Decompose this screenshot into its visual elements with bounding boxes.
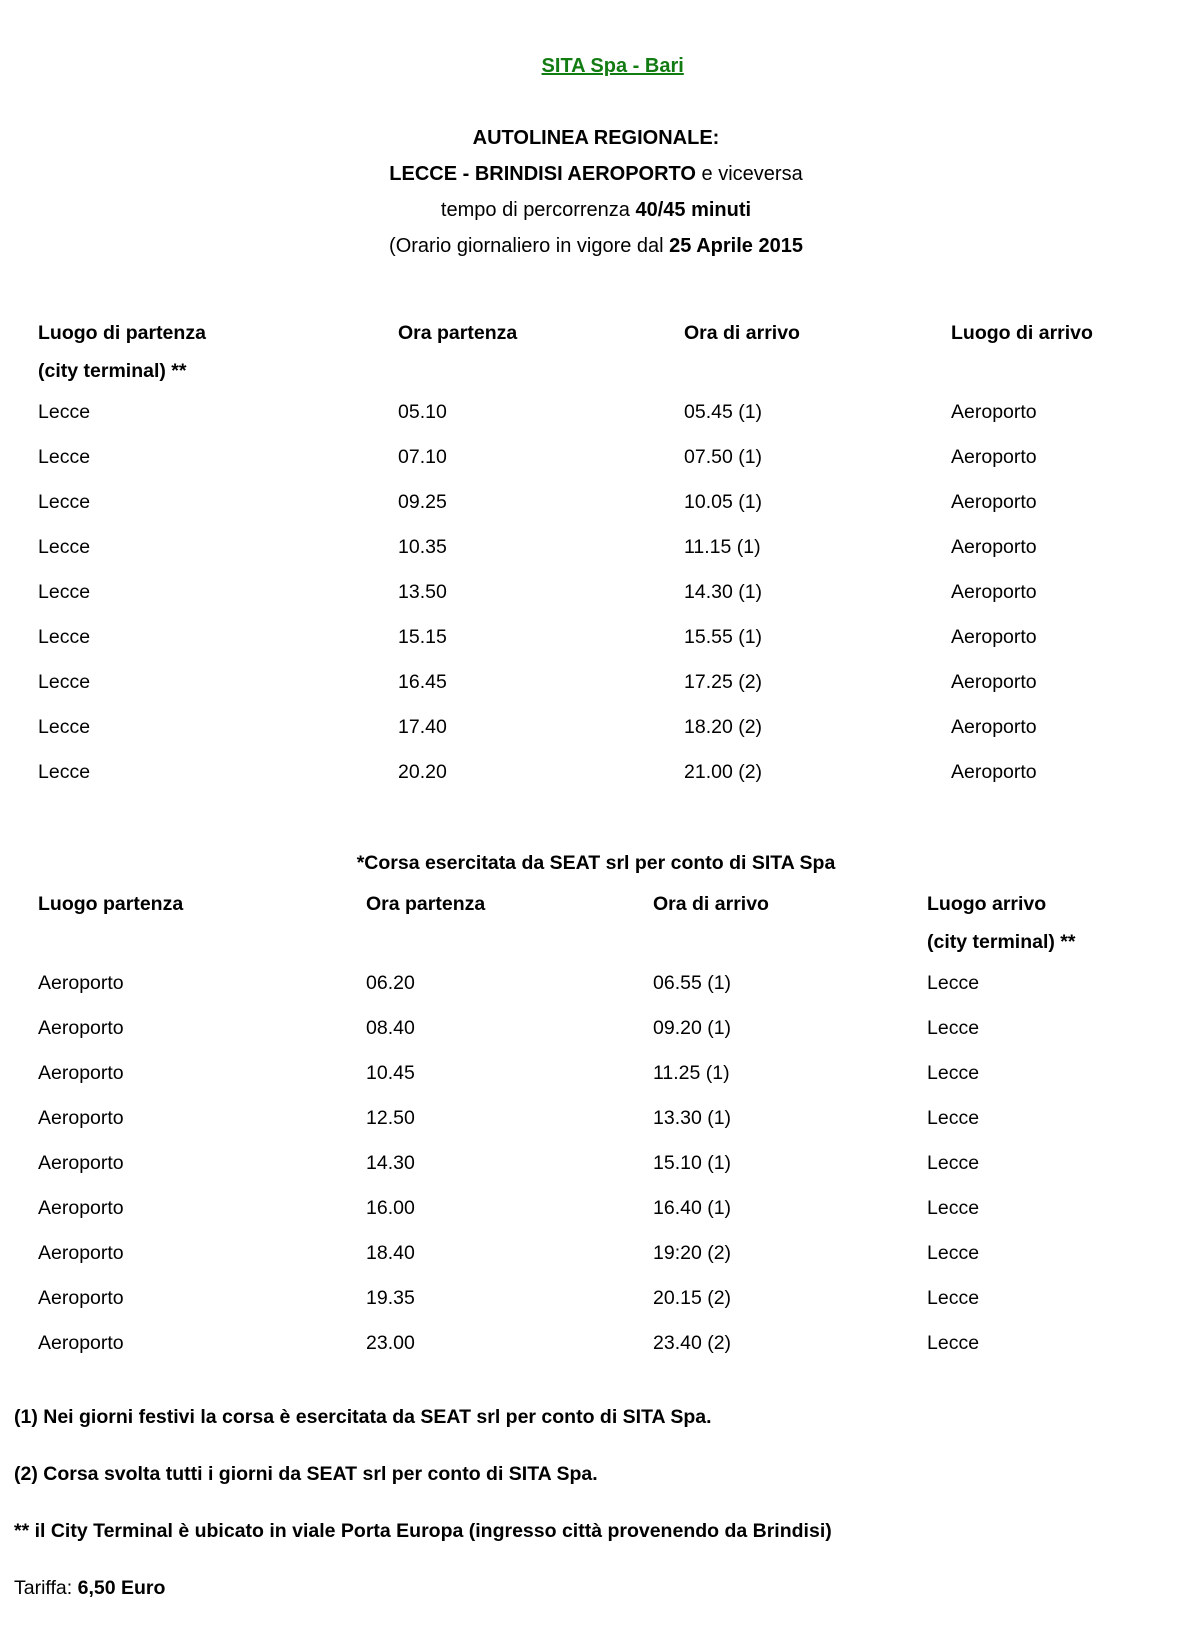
table-row: [38, 660, 1154, 705]
departure-time-cell: 09.25: [398, 491, 447, 513]
arrival-time-cell: 13.30 (1): [653, 1107, 732, 1129]
route-title: [38, 156, 1154, 192]
arrival-time-cell: 21.00 (2): [684, 761, 763, 783]
arrival-place-cell: Lecce: [927, 1107, 980, 1129]
table-row: [38, 435, 1154, 480]
arrival-place-cell: Aeroporto: [951, 446, 1037, 468]
departure-time-cell: 08.40: [366, 1017, 415, 1039]
header-arrival-place: Luogo di arrivo: [951, 322, 1093, 344]
departure-place-cell: Lecce: [38, 671, 91, 693]
table-row: [38, 1276, 1154, 1321]
departure-place-cell: Lecce: [38, 761, 91, 783]
header-arrival-place: Luogo arrivo (city terminal) **: [927, 893, 1076, 953]
departure-place-cell: Aeroporto: [38, 972, 124, 994]
header-departure-time: Ora partenza: [366, 893, 486, 915]
header-departure-place: Luogo partenza: [38, 893, 184, 915]
duration-prefix: tempo di percorrenza: [440, 199, 636, 221]
arrival-place-cell: Lecce: [927, 1242, 980, 1264]
departure-time-cell: 16.00: [366, 1197, 415, 1219]
table-row: [38, 1141, 1154, 1186]
arrival-time-cell: 15.55 (1): [684, 626, 763, 648]
table-row: [38, 1051, 1154, 1096]
arrival-time-cell: 18.20 (2): [684, 716, 763, 738]
departure-place-cell: Aeroporto: [38, 1062, 124, 1084]
fare-line: [14, 1575, 1154, 1601]
arrival-time-cell: 19:20 (2): [653, 1242, 732, 1264]
departure-time-cell: 16.45: [398, 671, 447, 693]
arrival-time-cell: 20.15 (2): [653, 1287, 732, 1309]
route-suffix: e viceversa: [695, 163, 803, 185]
departure-place-cell: Aeroporto: [38, 1332, 124, 1354]
table-row: [38, 705, 1154, 750]
table-row: [38, 570, 1154, 615]
arrival-place-cell: Lecce: [927, 1332, 980, 1354]
arrival-place-cell: Aeroporto: [951, 401, 1037, 423]
arrival-time-cell: 11.25 (1): [653, 1062, 730, 1084]
departure-place-cell: Lecce: [38, 446, 91, 468]
departure-place-cell: Aeroporto: [38, 1152, 124, 1174]
table-row: [38, 390, 1154, 435]
brand-link[interactable]: SITA Spa - Bari: [541, 55, 684, 77]
arrival-place-cell: Aeroporto: [951, 716, 1037, 738]
seat-operator-note: *Corsa esercitata da SEAT srl per conto di SITA Spa: [356, 852, 836, 874]
departure-time-cell: 20.20: [398, 761, 447, 783]
departure-time-cell: 06.20: [366, 972, 415, 994]
table-row: [38, 480, 1154, 525]
arrival-place-cell: Lecce: [927, 1197, 980, 1219]
footnote-city-terminal: ** il City Terminal è ubicato in viale Porta Europa (ingresso città provenendo da Brindisi): [14, 1520, 832, 1542]
departure-place-cell: Aeroporto: [38, 1197, 124, 1219]
table-row: [38, 525, 1154, 570]
arrival-place-cell: Aeroporto: [951, 491, 1037, 513]
outbound-table-header: [38, 314, 1154, 390]
header-departure-place: Luogo di partenza (city terminal) **: [38, 322, 206, 382]
return-table-body: [38, 961, 1154, 1366]
departure-place-cell: Lecce: [38, 491, 91, 513]
arrival-time-cell: 23.40 (2): [653, 1332, 732, 1354]
arrival-place-cell: Lecce: [927, 1017, 980, 1039]
table-row: [38, 961, 1154, 1006]
arrival-place-cell: Aeroporto: [951, 536, 1037, 558]
arrival-time-cell: 05.45 (1): [684, 401, 763, 423]
header-departure-time: Ora partenza: [398, 322, 518, 344]
arrival-time-cell: 06.55 (1): [653, 972, 732, 994]
departure-place-cell: Lecce: [38, 401, 91, 423]
departure-time-cell: 12.50: [366, 1107, 415, 1129]
subtitle: AUTOLINEA REGIONALE:: [472, 127, 720, 149]
departure-place-cell: Aeroporto: [38, 1107, 124, 1129]
arrival-place-cell: Lecce: [927, 1152, 980, 1174]
departure-place-cell: Lecce: [38, 536, 91, 558]
departure-place-cell: Lecce: [38, 626, 91, 648]
table-row: [38, 1231, 1154, 1276]
footnote-2: (2) Corsa svolta tutti i giorni da SEAT srl per conto di SITA Spa.: [14, 1463, 598, 1485]
arrival-place-cell: Aeroporto: [951, 626, 1037, 648]
departure-place-cell: Lecce: [38, 581, 91, 603]
footnote-1: (1) Nei giorni festivi la corsa è esercitata da SEAT srl per conto di SITA Spa.: [14, 1406, 712, 1428]
arrival-time-cell: 10.05 (1): [684, 491, 763, 513]
footnotes: [14, 1404, 1154, 1601]
table-row: [38, 750, 1154, 795]
route-name: LECCE - BRINDISI AEROPORTO: [389, 163, 696, 185]
arrival-place-cell: Aeroporto: [951, 671, 1037, 693]
departure-time-cell: 23.00: [366, 1332, 415, 1354]
arrival-place-cell: Lecce: [927, 972, 980, 994]
arrival-place-cell: Lecce: [927, 1062, 980, 1084]
departure-time-cell: 15.15: [398, 626, 447, 648]
validity-prefix: (Orario giornaliero in vigore dal: [389, 235, 670, 257]
departure-time-cell: 18.40: [366, 1242, 415, 1264]
validity-date: 25 Aprile 2015: [669, 235, 803, 257]
header-arrival-time: Ora di arrivo: [684, 322, 800, 344]
departure-place-cell: Aeroporto: [38, 1017, 124, 1039]
duration-value: 40/45 minuti: [635, 199, 752, 221]
table-row: [38, 1006, 1154, 1051]
validity-line: [38, 228, 1154, 264]
duration-line: [38, 192, 1154, 228]
arrival-time-cell: 07.50 (1): [684, 446, 763, 468]
arrival-place-cell: Aeroporto: [951, 761, 1037, 783]
fare-label: Tariffa:: [14, 1577, 78, 1599]
departure-time-cell: 07.10: [398, 446, 447, 468]
departure-place-cell: Lecce: [38, 716, 91, 738]
departure-time-cell: 17.40: [398, 716, 447, 738]
departure-time-cell: 10.45: [366, 1062, 415, 1084]
arrival-place-cell: Lecce: [927, 1287, 980, 1309]
arrival-time-cell: 15.10 (1): [653, 1152, 732, 1174]
outbound-table-body: [38, 390, 1154, 795]
departure-time-cell: 13.50: [398, 581, 447, 603]
table-row: [38, 1096, 1154, 1141]
return-table-header: [38, 885, 1154, 961]
arrival-place-cell: Aeroporto: [951, 581, 1037, 603]
departure-time-cell: 19.35: [366, 1287, 415, 1309]
departure-time-cell: 14.30: [366, 1152, 415, 1174]
table-row: [38, 1186, 1154, 1231]
arrival-time-cell: 09.20 (1): [653, 1017, 732, 1039]
title-block: [38, 12, 1154, 264]
table-row: [38, 615, 1154, 660]
departure-place-cell: Aeroporto: [38, 1287, 124, 1309]
fare-value: 6,50 Euro: [77, 1577, 166, 1599]
departure-place-cell: Aeroporto: [38, 1242, 124, 1264]
arrival-time-cell: 16.40 (1): [653, 1197, 732, 1219]
departure-time-cell: 10.35: [398, 536, 447, 558]
arrival-time-cell: 17.25 (2): [684, 671, 763, 693]
arrival-time-cell: 11.15 (1): [684, 536, 761, 558]
departure-time-cell: 05.10: [398, 401, 447, 423]
arrival-time-cell: 14.30 (1): [684, 581, 763, 603]
header-arrival-time: Ora di arrivo: [653, 893, 769, 915]
table-row: [38, 1321, 1154, 1366]
